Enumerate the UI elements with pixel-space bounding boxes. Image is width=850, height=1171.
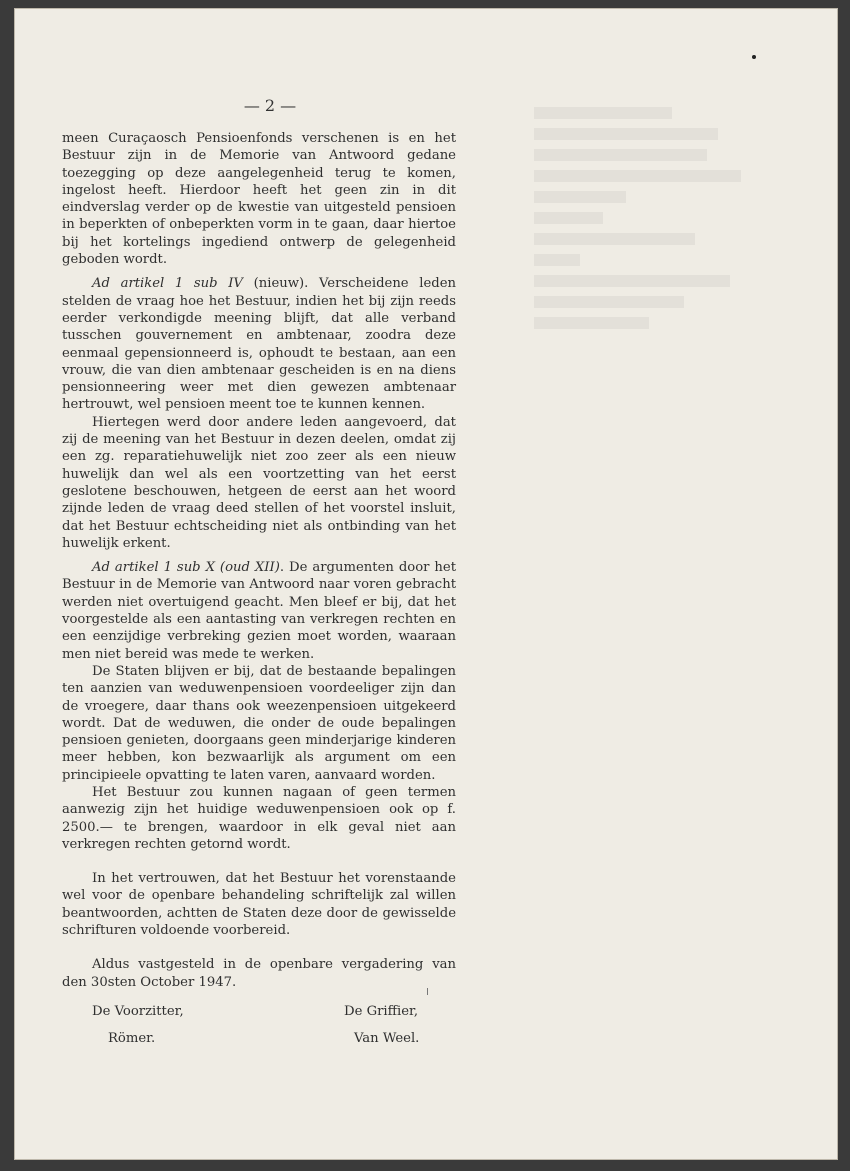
body-text	[62, 130, 456, 991]
paragraph-article-x	[62, 559, 456, 663]
paragraph-conclusion: In het vertrouwen, dat het Bestuur het vorenstaande wel voor de openbare behandeling schriftelijk zal willen beantwoorden, achtten de Staten deze door de gewisselde schrifturen voldoende voorbereid.	[62, 871, 456, 939]
paragraph-continuation: meen Curaçaosch Pensioenfonds verschenen is en het Bestuur zijn in de Memorie van Antwoord gedane toezegging op deze aangelegenheid terug te komen, ingelost heeft. Hierdoor heeft het geen zin in dit eindverslag verder op de kwestie van uitgesteld pensioen in beperkten of onbeperkten vorm in te gaan, daar hiertoe bij het kortelings ingediend ontwerp de gelegenheid geboden wordt.	[62, 131, 456, 268]
signature-title: De Voorzitter,	[92, 1004, 184, 1019]
paragraph-text: (nieuw). Verscheidene leden stelden de vraag hoe het Bestuur, indien het bij zijn reeds eerder verkondigde meening blijft, dat alle verband tusschen gouvernement en ambtenaar, zoodra deze eenmaal gepensionneerd is, ophoudt te bestaan, aan een vrouw, die van dien ambtenaar gescheiden is en na diens pensionneering weer met dien gewezen ambtenaar hertrouwt, wel pensioen meent toe te kunnen kennen.	[62, 276, 456, 413]
ink-dot-mark	[752, 55, 756, 59]
signature-title: De Griffier,	[344, 1004, 419, 1019]
document-page	[14, 8, 838, 1160]
paragraph-text: . De argumenten door het Bestuur in de Memorie van Antwoord naar voren gebracht werden niet overtuigend geacht. Men bleef er bij, dat het voorgestelde als een aantasting van verkregen rechten en een eenzijdige verbreking gezien moet worden, waaraan men niet bereid was mede te werken.	[62, 560, 456, 662]
paragraph-widow-pension: De Staten blijven er bij, dat de bestaande bepalingen ten aanzien van weduwenpensioen voordeeliger zijn dan de vroegere, daar thans ook weezenpensioen uitgekeerd wordt. Dat de weduwen, die onder de oude bepalingen pensioen genieten, doorgaans geen minderjarige kinderen meer hebben, kon bezwaarlijk als argument om een principieele opvatting te laten varen, aanvaard worden.	[62, 663, 456, 783]
signature-name: Van Weel.	[354, 1031, 420, 1046]
paragraph-adoption: Aldus vastgesteld in de openbare vergadering van den 30sten October 1947.	[62, 957, 456, 990]
signature-name: Römer.	[108, 1031, 156, 1046]
article-heading: Ad artikel 1 sub X (oud XII)	[92, 560, 280, 576]
signature-chairman	[92, 1003, 184, 1047]
bleed-through-text	[534, 98, 764, 518]
signature-clerk	[344, 1003, 419, 1047]
paragraph-suggestion: Het Bestuur zou kunnen nagaan of geen termen aanwezig zijn het huidige weduwenpensioen ook op f. 2500.— te brengen, waardoor in elk geval niet aan verkregen rechten getornd wordt.	[62, 784, 456, 852]
paragraph-objection: Hiertegen werd door andere leden aangevoerd, dat zij de meening van het Bestuur in dezen deelen, omdat zij een zg. reparatiehuwelijk niet zoo zeer als een nieuw huwelijk dan wel als een voortzetting van het eerst geslotene beschouwen, hetgeen de eerst aan het woord zijnde leden de vraag deed stellen of het voorstel insluit, dat het Bestuur echtscheiding niet als ontbinding van het huwelijk erkent.	[62, 414, 456, 551]
page-number: — 2 —	[243, 96, 297, 115]
paragraph-article-iv	[62, 275, 456, 413]
article-heading: Ad artikel 1 sub IV	[92, 276, 243, 292]
